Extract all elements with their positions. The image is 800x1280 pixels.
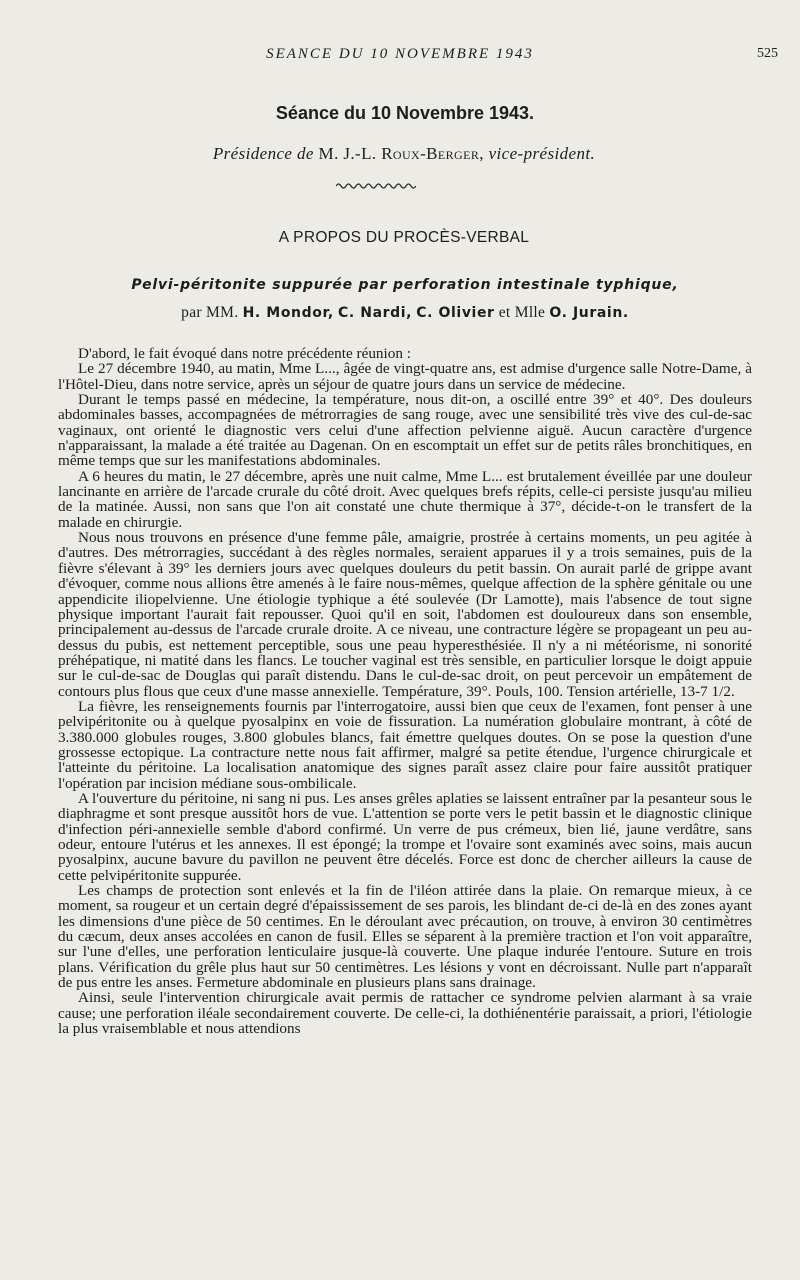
authors-line [0, 304, 800, 322]
author-nardi: C. Nardi, [338, 305, 413, 321]
authors-conjunction: et [498, 304, 511, 321]
author-olivier: C. Olivier [416, 305, 495, 321]
article-title: Pelvi-péritonite suppurée par perforation intestinale typhique, [131, 277, 679, 293]
author-title-mlle: Mlle [514, 304, 546, 321]
paragraph: D'abord, le fait évoqué dans notre précédente réunion : [78, 345, 411, 362]
author-mondor: H. Mondor, [242, 305, 334, 321]
paragraph: Durant le temps passé en médecine, la température, nous dit-on, a oscillé entre 39° et 40°. Des douleurs abdominales basses, accompagnées de métrorragies de sang rouge, avec une sensibilité très vive des cul-de-sac vaginaux, ont orienté le diagnostic vers celui d'une affection pelvienne aiguë. Aucun caractère d'urgence n'apparaissant, la malade a été traitée au Dagenan. On en escomptait un effet sur de petits râles bronchitiques, en même temps que sur les manifestations abdominales. [58, 391, 752, 470]
author-jurain: O. Jurain. [549, 305, 629, 321]
session-title: Séance du 10 Novembre 1943. [275, 103, 535, 123]
paragraph: La fièvre, les renseignements fournis par l'interrogatoire, aussi bien que ceux de l'examen, font penser à une pelvipéritonite ou à quelque pyosalpinx en voie de fissuration. La numération globulaire montrant, à côté de 3.380.000 globules rouges, 3.800 globules blancs, fait émettre quelques doutes. On se pose la question d'une grossesse ectopique. La contracture nette nous fait affirmer, malgré sa petite étendue, l'urgence chirurgicale et l'atteinte du péritoine. La localisation anatomique des signes paraît assez claire pour faire aussitôt pratiquer l'opération par incision médiane sous-ombilicale. [58, 697, 752, 792]
section-heading: A PROPOS DU PROCÈS-VERBAL [278, 229, 530, 246]
paragraph: Nous nous trouvons en présence d'une femme pâle, amaigrie, prostrée à certains moments, un peu agitée à d'autres. Des métrorragies, succédant à des règles normales, seraient apparues il y a trois semaines, puis de la fièvre s'élevant à 39° les derniers jours avec quelques douleurs du petit bassin. On aurait parlé de grippe avant d'évoquer, comme nous allions être amenés à le faire nous-mêmes, quelque affection de la sphère génitale ou une appendicite iliopelvienne. Une étiologie typhique a été soulevée (Dr Lamotte), mais l'absence de tout signe physique important l'aurait fait repousser. Quoi qu'il en soit, l'abdomen est douloureux dans son ensemble, principalement au-dessus de l'arcade crurale droite. A ce niveau, une contracture légère se propageant un peu au-dessus du pubis, est nettement perceptible, sous une peau hyperesthésiée. Il n'y a ni météorisme, ni sonorité préhépatique, ni matité dans les flancs. Le toucher vaginal est très sensible, en particulier lorsque le doigt appuie sur le cul-de-sac de Douglas qui paraît distendu. Dans le cul-de-sac droit, on peut percevoir un empâtement de contours plus flous que ceux d'une masse annexielle. Température, 39°. Pouls, 100. Tension artérielle, 13-7 1/2. [58, 529, 752, 700]
presidency-surname: Roux-Berger, [381, 144, 484, 163]
authors-prefix: par MM. [181, 304, 239, 321]
paragraph: Les champs de protection sont enlevés et la fin de l'iléon attirée dans la plaie. On remarque mieux, à ce moment, sa rougeur et un certain degré d'épaississement de ses parois, les blindant de-ci de-là en des zones ayant les dimensions d'une pièce de 50 centimes. En le déroulant avec précaution, on trouve, à environ 30 centimètres du cæcum, deux anses accolées en canon de fusil. Elles se séparent à la première traction et l'on voit apparaître, sur l'une d'elles, une perforation lenticulaire jusque-là couverte. Une plaque indurée l'entoure. Suture en trois plans. Vérification du grêle plus haut sur 50 centimètres. Les lésions y vont en décroissant. Nulle part n'apparaît de pus entre les anses. Fermeture abdominale en plusieurs plans sans drainage. [58, 882, 752, 992]
running-header [0, 46, 800, 68]
paragraph: A 6 heures du matin, le 27 décembre, après une nuit calme, Mme L... est brutalement éveillée par une douleur lancinante en arrière de l'arcade crurale du côté droit. Avec quelques brefs répits, celle-ci persiste jusqu'au milieu de la matinée. Aussi, non sans que l'on ait constaté une chute thermique à 37°, décide-t-on le transfert de la malade en chirurgie. [58, 467, 752, 531]
page-number: 525 [757, 46, 778, 61]
presidency-prefix: Présidence de [212, 144, 314, 163]
article-body [58, 346, 752, 1036]
paragraph: Le 27 décembre 1940, au matin, Mme L..., âgée de vingt-quatre ans, est admise d'urgence salle Notre-Dame, à l'Hôtel-Dieu, dans notre service, après un séjour de quatre jours dans un service de médecine. [58, 360, 752, 393]
presidency-role: vice-président. [488, 144, 596, 163]
wavy-rule-ornament [336, 181, 416, 191]
paragraph: A l'ouverture du péritoine, ni sang ni pus. Les anses grêles aplaties se laissent entraîner par la pesanteur sous le diaphragme et sont presque aussitôt hors de vue. L'attention se porte vers le petit bassin et le diagnostic clinique d'infection péri-annexielle semble d'abord confirmé. Un verre de pus crémeux, bien lié, jaune verdâtre, sans odeur, entoure l'utérus et les annexes. Il est épongé; la trompe et l'ovaire sont examinés avec soins, mais aucun pyosalpinx, aucune bavure du pavillon ne peuvent être décelés. Force est donc de chercher ailleurs la cause de cette pelvipéritonite suppurée. [58, 789, 752, 884]
running-title: SEANCE DU 10 NOVEMBRE 1943 [266, 46, 534, 62]
paragraph: Ainsi, seule l'intervention chirurgicale avait permis de rattacher ce syndrome pelvien alarmant à sa vraie cause; une perforation iléale secondairement couverte. De celle-ci, la dothiénentérie paraissait, a priori, l'étiologie la plus vraisemblable et nous attendions [58, 989, 752, 1038]
presidency-line [0, 144, 800, 164]
presidency-initials: M. J.-L. [318, 144, 377, 163]
